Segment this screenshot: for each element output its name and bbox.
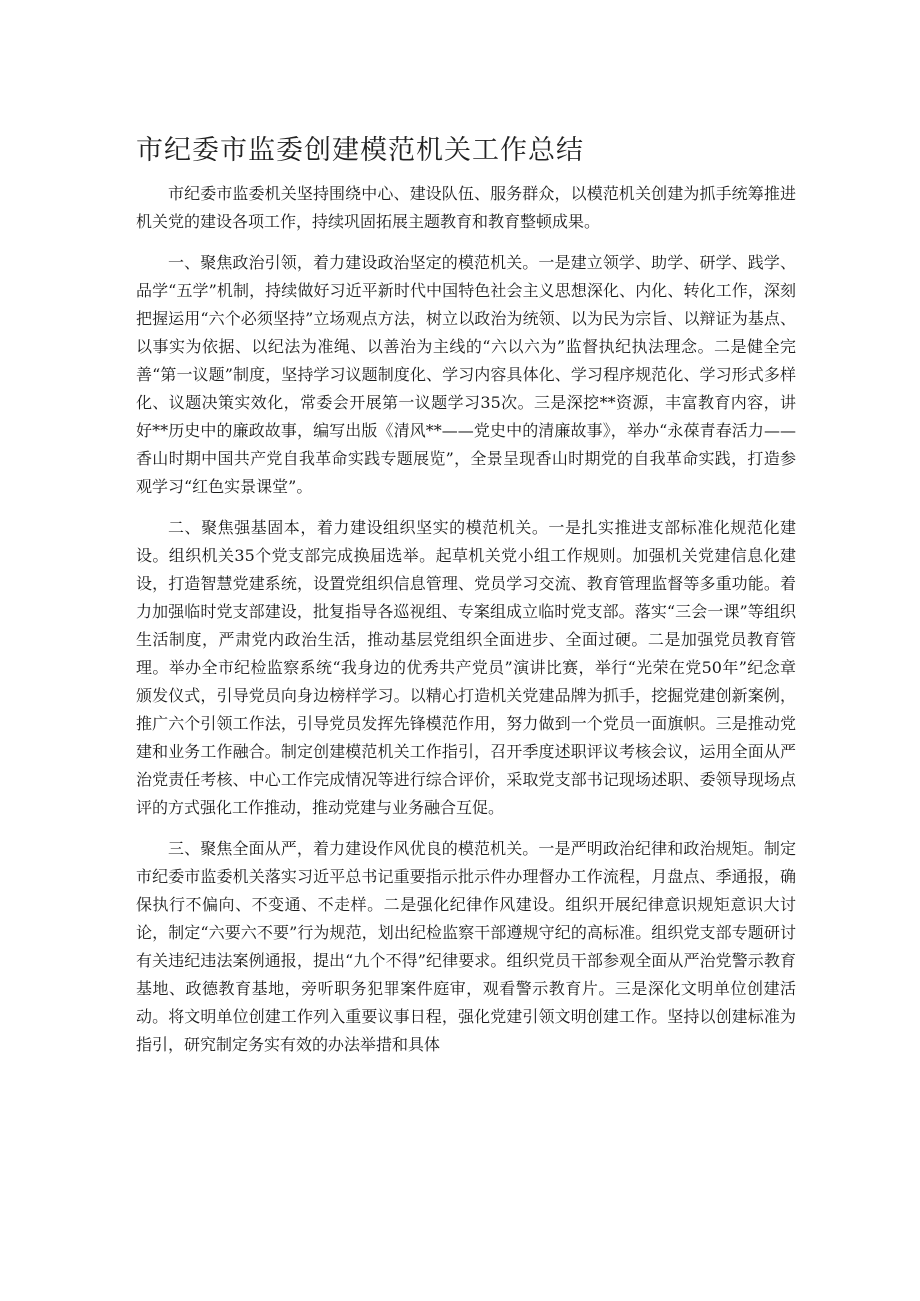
paragraph-intro: 市纪委市监委机关坚持围绕中心、建设队伍、服务群众，以模范机关创建为抓手统筹推进机关党的建设各项工作，持续巩固拓展主题教育和教育整顿成果。 — [136, 184, 796, 231]
paragraph-section-two: 二、聚焦强基固本，着力建设组织坚实的模范机关。一是扎实推进支部标准化规范化建设。组织机关35个党支部完成换届选举。起草机关党小组工作规则。加强机关党建信息化建设，打造智慧党建系统，设置党组织信息管理、党员学习交流、教育管理监督等多重功能。着力加强临时党支部建设，批复指导各巡视组、专案组成立临时党支部。落实“三会一课”等组织生活制度，严肃党内政治生活，推动基层党组织全面进步、全面过硬。二是加强党员教育管理。举办全市纪检监察系统“我身边的优秀共产党员”演讲比赛，举行“光荣在党50年”纪念章颁发仪式，引导党员向身边榜样学习。以精心打造机关党建品牌为抓手，挖掘党建创新案例，推广六个引领工作法，引导党员发挥先锋模范作用，努力做到一个党员一面旗帜。三是推动党建和业务工作融合。制定创建模范机关工作指引，召开季度述职评议考核会议，运用全面从严治党责任考核、中心工作完成情况等进行综合评价，采取党支部书记现场述职、委领导现场点评的方式强化工作推动，推动党建与业务融合互促。 — [136, 518, 796, 817]
paragraph-section-three: 三、聚焦全面从严，着力建设作风优良的模范机关。一是严明政治纪律和政治规矩。制定市纪委市监委机关落实习近平总书记重要指示批示件办理督办工作流程，月盘点、季通报，确保执行不偏向、不变通、不走样。二是强化纪律作风建设。组织开展纪律意识规矩意识大讨论，制定“六要六不要”行为规范，划出纪检监察干部遵规守纪的高标准。组织党支部专题研讨有关违纪违法案例通报，提出“九个不得”纪律要求。组织党员干部参观全面从严治党警示教育基地、政德教育基地，旁听职务犯罪案件庭审，观看警示教育片。三是深化文明单位创建活动。将文明单位创建工作列入重要议事日程，强化党建引领文明创建工作。坚持以创建标准为指引，研究制定务实有效的办法举措和具体 — [136, 839, 796, 1054]
paragraph-section-one: 一、聚焦政治引领，着力建设政治坚定的模范机关。一是建立领学、助学、研学、践学、品学“五学”机制，持续做好习近平新时代中国特色社会主义思想深化、内化、转化工作，深刻把握运用“六个必须坚持”立场观点方法，树立以政治为统领、以为民为宗旨、以辩证为基点、以事实为依据、以纪法为准绳、以善治为主线的“六以六为”监督执纪执法理念。二是健全完善“第一议题”制度，坚持学习议题制度化、学习内容具体化、学习程序规范化、学习形式多样化、议题决策实效化，常委会开展第一议题学习35次。三是深挖**资源，丰富教育内容，讲好**历史中的廉政故事，编写出版《清风**——党史中的清廉故事》，举办“永葆青春活力——香山时期中国共产党自我革命实践专题展览”，全景呈现香山时期党的自我革命实践，打造参观学习“红色实景课堂”。 — [136, 253, 796, 496]
document-body — [136, 180, 796, 1072]
document-title: 市纪委市监委创建模范机关工作总结 — [136, 135, 584, 166]
